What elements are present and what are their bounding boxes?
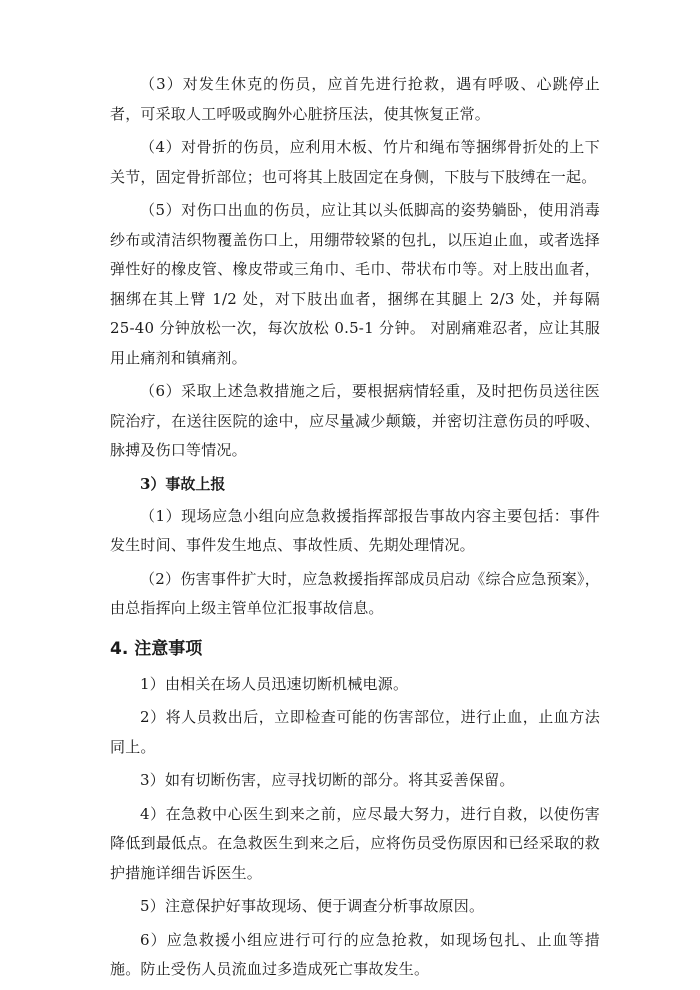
note-item-2: 2）将人员救出后，立即检查可能的伤害部位，进行止血，止血方法同上。	[110, 708, 600, 756]
paragraph-bleeding-care: （5）对伤口出血的伤员，应让其以头低脚高的姿势躺卧，使用消毒纱布或清洁织物覆盖伤口上，用绷带较紧的包扎，以压迫止血，或者选择弹性好的橡皮管、橡皮带或三角巾、毛巾、带状布巾等。对上肢出血者，捆绑在其上臂 1/2 处，对下肢出血者，捆绑在其腿上 2/3 处，并每隔 25-40 分钟放松一次，每次放松 0.5-1 分钟。 对剧痛难忍者，应让其服用止痛剂和镇痛剂。	[110, 201, 600, 367]
note-item-1: 1）由相关在场人员迅速切断机械电源。	[140, 674, 409, 693]
notes-section-heading: 4. 注意事项	[110, 638, 203, 659]
document-page	[110, 70, 600, 989]
note-item-5: 5）注意保护好事故现场、便于调查分析事故原因。	[140, 897, 485, 915]
paragraph-fracture-care: （4）对骨折的伤员，应利用木板、竹片和绳布等捆绑骨折处的上下关节，固定骨折部位；也可将其上肢固定在身侧，下肢与下肢缚在一起。	[110, 138, 600, 186]
note-item-4: 4）在急救中心医生到来之前，应尽最大努力，进行自救，以使伤害降低到最低点。在急救医生到来之后，应将伤员受伤原因和已经采取的救护措施详细告诉医生。	[110, 804, 600, 882]
paragraph-report-escalation: （2）伤害事件扩大时，应急救援指挥部成员启动《综合应急预案》，由总指挥向上级主管单位汇报事故信息。	[110, 569, 600, 617]
note-item-3: 3）如有切断伤害，应寻找切断的部分。将其妥善保留。	[140, 771, 515, 789]
paragraph-report-content: （1）现场应急小组向应急救援指挥部报告事故内容主要包括：事件发生时间、事件发生地点、事故性质、先期处理情况。	[110, 506, 600, 554]
paragraph-shock-care: （3）对发生休克的伤员，应首先进行抢救，遇有呼吸、心跳停止者，可采取人工呼吸或胸外心脏挤压法，使其恢复正常。	[110, 75, 600, 123]
paragraph-transport-hospital: （6）采取上述急救措施之后，要根据病情轻重，及时把伤员送往医院治疗，在送往医院的途中，应尽量减少颠簸，并密切注意伤员的呼吸、脉搏及伤口等情况。	[110, 382, 600, 459]
note-item-6: 6）应急救援小组应进行可行的应急抢救，如现场包扎、止血等措施。防止受伤人员流血过多造成死亡事故发生。	[110, 930, 600, 978]
accident-report-heading: 3）事故上报	[140, 474, 226, 493]
